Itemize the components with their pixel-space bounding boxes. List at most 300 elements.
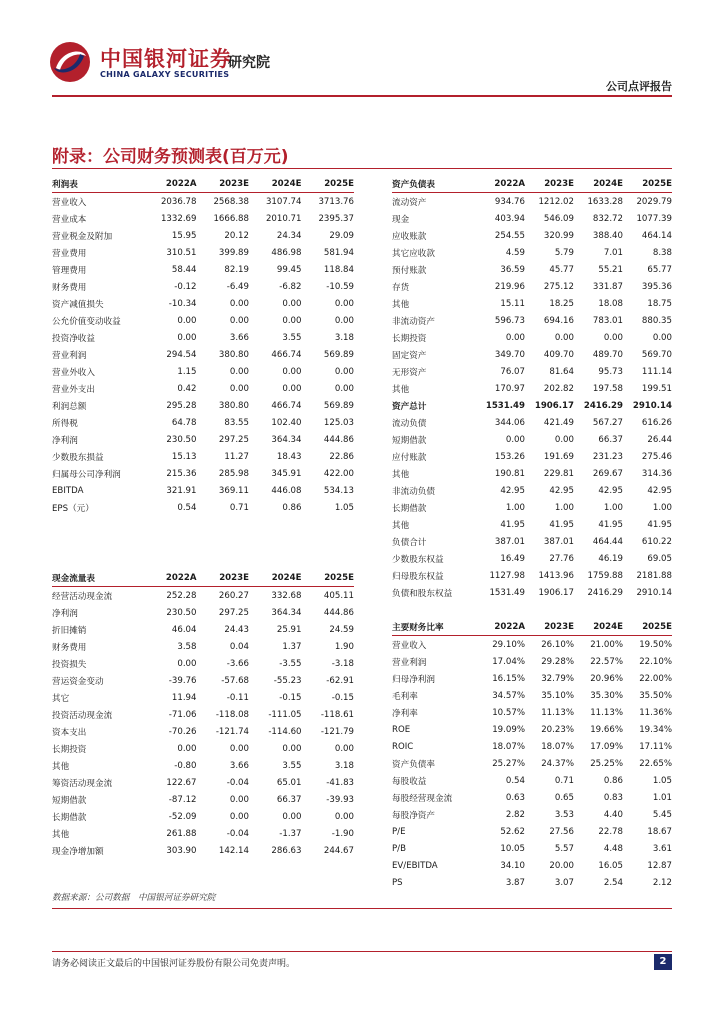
cell-value: 16.05 [598, 860, 623, 871]
table-row [392, 465, 672, 482]
row-label: ROIC [392, 741, 414, 752]
cell-value: 16.49 [500, 553, 525, 564]
cell-value: 142.14 [218, 845, 249, 856]
cell-value: -114.60 [268, 726, 302, 737]
page-title: 附录：公司财务预测表(百万元) [52, 147, 289, 167]
table-header-row [392, 175, 672, 193]
cell-value: 202.82 [543, 383, 574, 394]
table-row [392, 772, 672, 789]
row-label: 非流动资产 [392, 316, 435, 327]
table-row [52, 499, 354, 516]
table-row [392, 448, 672, 465]
cell-value: 29.10% [492, 639, 525, 650]
cell-value: 190.81 [494, 468, 525, 479]
cell-value: 231.23 [592, 451, 623, 462]
cell-value: 5.57 [554, 843, 574, 854]
cell-value: 464.14 [641, 230, 672, 241]
table-row [392, 687, 672, 704]
cell-value: 5.45 [652, 809, 672, 820]
cell-value: 0.00 [177, 743, 197, 754]
cell-value: -3.55 [279, 658, 302, 669]
table-row [392, 755, 672, 772]
row-label: 资产减值损失 [52, 299, 104, 310]
cell-value: 191.69 [543, 451, 574, 462]
table-row [52, 244, 354, 261]
column-header: 2024E [574, 175, 623, 193]
cell-value: 534.13 [323, 485, 354, 496]
cell-value: 64.78 [171, 417, 197, 428]
cell-value: 0.00 [505, 332, 525, 343]
cell-value: 610.22 [641, 536, 672, 547]
cell-value: 3.87 [505, 877, 525, 888]
cell-value: 11.27 [224, 451, 249, 462]
table-row [52, 808, 354, 825]
cell-value: 0.00 [177, 658, 197, 669]
row-label: EBITDA [52, 485, 84, 496]
table-row [392, 380, 672, 397]
cell-value: 395.36 [641, 281, 672, 292]
cell-value: 321.91 [166, 485, 197, 496]
row-label: 预付账款 [392, 265, 427, 276]
cell-value: 15.13 [171, 451, 197, 462]
column-header: 2022A [476, 618, 525, 636]
cell-value: 0.63 [505, 792, 525, 803]
row-label: 长期投资 [52, 744, 87, 755]
cell-value: 0.00 [334, 811, 354, 822]
column-header: 2023E [197, 175, 250, 193]
cell-value: 297.25 [218, 607, 249, 618]
cell-value: 2181.88 [636, 570, 672, 581]
row-label: 净利润 [52, 435, 78, 446]
table-row [392, 874, 672, 891]
column-header: 2023E [197, 569, 250, 587]
cell-value: 2910.14 [632, 400, 672, 411]
cell-value: 832.72 [592, 213, 623, 224]
cell-value: 380.80 [218, 400, 249, 411]
table-row [52, 431, 354, 448]
column-header: 2022A [144, 175, 197, 193]
cell-value: 18.75 [647, 298, 672, 309]
cell-value: 34.57% [492, 690, 525, 701]
table-row [392, 414, 672, 431]
table-row [52, 414, 354, 431]
table-row [392, 329, 672, 346]
row-label: 利润总额 [52, 401, 87, 412]
cell-value: 1077.39 [636, 213, 672, 224]
table-row [392, 397, 672, 414]
cell-value: -111.05 [268, 709, 302, 720]
table-title: 利润表 [52, 175, 144, 193]
cell-value: 0.00 [229, 743, 249, 754]
row-label: 每股收益 [392, 776, 427, 787]
row-label: 资产总计 [392, 401, 427, 412]
table-row [392, 278, 672, 295]
cell-value: 0.83 [603, 792, 623, 803]
row-label: 其他 [392, 520, 410, 531]
column-header: 2022A [476, 175, 525, 193]
cell-value: 546.09 [543, 213, 574, 224]
cell-value: 20.96% [590, 673, 623, 684]
table-header-row [392, 618, 672, 636]
table-row [52, 448, 354, 465]
column-header: 2024E [574, 618, 623, 636]
cell-value: -0.15 [331, 692, 354, 703]
cell-value: 294.54 [166, 349, 197, 360]
cell-value: 230.50 [166, 434, 197, 445]
cell-value: 0.00 [229, 298, 249, 309]
cell-value: 4.59 [505, 247, 525, 258]
cell-value: 42.95 [549, 485, 574, 496]
cell-value: 3.66 [229, 332, 249, 343]
cell-value: 422.00 [323, 468, 354, 479]
cell-value: 19.66% [590, 724, 623, 735]
cell-value: 197.58 [592, 383, 623, 394]
cell-value: -0.04 [226, 828, 249, 839]
row-label: PS [392, 877, 403, 888]
table-row [52, 825, 354, 842]
row-label: 其他 [392, 384, 410, 395]
cell-value: -0.12 [174, 281, 197, 292]
cell-value: 409.70 [543, 349, 574, 360]
cell-value: 41.95 [647, 519, 672, 530]
cell-value: 99.45 [276, 264, 302, 275]
row-label: 投资损失 [52, 659, 87, 670]
cell-value: -1.37 [279, 828, 302, 839]
cell-value: 26.44 [647, 434, 672, 445]
column-header: 2025E [302, 569, 355, 587]
row-label: 资本支出 [52, 727, 87, 738]
cell-value: 26.10% [541, 639, 574, 650]
cell-value: 269.67 [592, 468, 623, 479]
cell-value: 1633.28 [587, 196, 623, 207]
row-label: 营业外收入 [52, 367, 95, 378]
cell-value: 20.12 [224, 230, 249, 241]
cell-value: 3.18 [334, 760, 354, 771]
cell-value: 0.00 [177, 315, 197, 326]
page-number: 2 [654, 954, 672, 970]
cell-value: 46.04 [171, 624, 197, 635]
row-label: P/E [392, 826, 406, 837]
cell-value: 66.37 [276, 794, 302, 805]
cell-value: 486.98 [271, 247, 302, 258]
table-row [52, 193, 354, 211]
header-divider [52, 95, 672, 97]
cell-value: 314.36 [641, 468, 672, 479]
cell-value: 0.54 [505, 775, 525, 786]
cell-value: 0.00 [554, 332, 574, 343]
table-row [392, 653, 672, 670]
cell-value: 3.07 [554, 877, 574, 888]
cell-value: 0.00 [334, 315, 354, 326]
table-row [392, 244, 672, 261]
table-row [52, 278, 354, 295]
row-label: 营业收入 [52, 197, 87, 208]
column-header: 2023E [525, 175, 574, 193]
table-row [52, 587, 354, 605]
row-label: 归母净利润 [392, 674, 435, 685]
cell-value: 20.00 [549, 860, 574, 871]
cell-value: 464.44 [592, 536, 623, 547]
table-row [52, 210, 354, 227]
cell-value: 364.34 [271, 607, 302, 618]
cell-value: 199.51 [641, 383, 672, 394]
cell-value: 22.57% [590, 656, 623, 667]
cell-value: 0.00 [229, 366, 249, 377]
cell-value: 3.53 [554, 809, 574, 820]
table-row [52, 723, 354, 740]
cell-value: 275.46 [641, 451, 672, 462]
cell-value: 66.37 [598, 434, 623, 445]
report-type: 公司点评报告 [606, 80, 672, 93]
cell-value: 466.74 [271, 349, 302, 360]
cell-value: -121.74 [215, 726, 249, 737]
cell-value: 1.15 [177, 366, 197, 377]
table-row [392, 516, 672, 533]
cell-value: 18.07% [492, 741, 525, 752]
cell-value: 11.36% [639, 707, 672, 718]
cell-value: 1.90 [334, 641, 354, 652]
cell-value: 229.81 [543, 468, 574, 479]
cell-value: 0.00 [652, 332, 672, 343]
cell-value: 0.04 [229, 641, 249, 652]
row-label: 其它 [52, 693, 70, 704]
cell-value: 65.77 [647, 264, 672, 275]
cell-value: 52.62 [500, 826, 525, 837]
row-label: 营业利润 [52, 350, 87, 361]
cell-value: 42.95 [500, 485, 525, 496]
cell-value: 1.00 [554, 502, 574, 513]
cell-value: 275.12 [543, 281, 574, 292]
cell-value: 0.54 [177, 502, 197, 513]
table-title: 现金流量表 [52, 569, 144, 587]
cell-value: 2010.71 [265, 213, 302, 224]
cell-value: 55.21 [598, 264, 623, 275]
cell-value: 3.55 [282, 332, 302, 343]
table-row [52, 842, 354, 859]
column-header: 2025E [623, 175, 672, 193]
cell-value: 76.07 [500, 366, 525, 377]
row-label: 短期借款 [52, 795, 87, 806]
brand-department: 研究院 [228, 55, 270, 71]
cell-value: 3.58 [177, 641, 197, 652]
cell-value: 2910.14 [636, 587, 672, 598]
cell-value: 111.14 [641, 366, 672, 377]
cell-value: 569.89 [323, 400, 354, 411]
cell-value: 0.00 [282, 366, 302, 377]
table-row [52, 346, 354, 363]
cell-value: 1.37 [282, 641, 302, 652]
cell-value: 19.09% [492, 724, 525, 735]
row-label: P/B [392, 843, 406, 854]
cell-value: 2.54 [603, 877, 623, 888]
table-row [52, 706, 354, 723]
row-label: 现金 [392, 214, 410, 225]
table-row [392, 823, 672, 840]
cell-value: 25.25% [590, 758, 623, 769]
cell-value: 25.91 [276, 624, 302, 635]
cell-value: 29.09 [329, 230, 354, 241]
cell-value: 2036.78 [160, 196, 197, 207]
table-row [392, 721, 672, 738]
row-label: 少数股东权益 [392, 554, 444, 565]
cell-value: 297.25 [218, 434, 249, 445]
cell-value: 0.86 [282, 502, 302, 513]
cell-value: 489.70 [592, 349, 623, 360]
row-label: 营业收入 [392, 640, 427, 651]
cell-value: 22.65% [639, 758, 672, 769]
cell-value: 0.00 [282, 743, 302, 754]
table-row [52, 774, 354, 791]
table-title: 主要财务比率 [392, 618, 476, 636]
cell-value: 2416.29 [583, 400, 623, 411]
cell-value: -10.34 [168, 298, 197, 309]
cell-value: 569.89 [323, 349, 354, 360]
table-row [392, 584, 672, 601]
cell-value: 2029.79 [636, 196, 672, 207]
table-row [52, 397, 354, 414]
row-label: 投资净收益 [52, 333, 95, 344]
cell-value: 16.15% [492, 673, 525, 684]
cell-value: 3.61 [652, 843, 672, 854]
cell-value: 22.86 [329, 451, 354, 462]
table-row [52, 380, 354, 397]
cell-value: -10.59 [326, 281, 354, 292]
cell-value: 27.76 [549, 553, 574, 564]
row-label: 投资活动现金流 [52, 710, 113, 721]
financial-ratio-table [392, 618, 672, 891]
cell-value: 2568.38 [213, 196, 249, 207]
cell-value: 4.40 [603, 809, 623, 820]
table-row [52, 312, 354, 329]
row-label: 营业利润 [392, 657, 427, 668]
column-header: 2024E [249, 569, 302, 587]
cell-value: 17.04% [492, 656, 525, 667]
cell-value: 65.01 [276, 777, 302, 788]
cell-value: 332.68 [271, 590, 302, 601]
row-label: 净利率 [392, 708, 418, 719]
row-label: 管理费用 [52, 265, 87, 276]
cell-value: 122.67 [166, 777, 197, 788]
footer-divider [52, 951, 672, 952]
cell-value: 616.26 [641, 417, 672, 428]
cell-value: 3.18 [334, 332, 354, 343]
cell-value: 1666.88 [213, 213, 249, 224]
cell-value: 35.30% [590, 690, 623, 701]
cell-value: 0.00 [554, 434, 574, 445]
cell-value: -3.18 [331, 658, 354, 669]
cell-value: 405.11 [323, 590, 354, 601]
cell-value: 18.25 [549, 298, 574, 309]
row-label: 流动资产 [392, 197, 427, 208]
cell-value: 219.96 [494, 281, 525, 292]
row-label: 长期借款 [52, 812, 87, 823]
row-label: 营业成本 [52, 214, 87, 225]
cell-value: 35.10% [541, 690, 574, 701]
table-row [52, 740, 354, 757]
table-row [392, 193, 672, 211]
cell-value: 45.77 [549, 264, 574, 275]
table-row [392, 533, 672, 550]
column-header: 2024E [249, 175, 302, 193]
cell-value: 12.87 [647, 860, 672, 871]
cell-value: 41.95 [549, 519, 574, 530]
cell-value: 18.07% [541, 741, 574, 752]
cell-value: 22.78 [598, 826, 623, 837]
cell-value: 8.38 [652, 247, 672, 258]
cell-value: 0.00 [282, 383, 302, 394]
cell-value: 10.05 [500, 843, 525, 854]
row-label: 无形资产 [392, 367, 427, 378]
cell-value: 349.70 [494, 349, 525, 360]
cell-value: -6.82 [279, 281, 302, 292]
cell-value: -41.83 [326, 777, 354, 788]
row-label: 现金净增加额 [52, 846, 104, 857]
row-label: 负债和股东权益 [392, 588, 453, 599]
cell-value: -57.68 [221, 675, 249, 686]
table-row [52, 261, 354, 278]
row-label: 财务费用 [52, 282, 87, 293]
table-row [392, 499, 672, 516]
cell-value: 331.87 [592, 281, 623, 292]
cell-value: 1.01 [652, 792, 672, 803]
table-row [392, 857, 672, 874]
cell-value: 0.00 [282, 811, 302, 822]
brand-name-cn: 中国银河证券 [100, 47, 232, 71]
row-label: 负债合计 [392, 537, 427, 548]
table-row [52, 757, 354, 774]
income-statement-table [52, 175, 354, 516]
row-label: EPS（元） [52, 503, 94, 514]
cell-value: 24.43 [224, 624, 249, 635]
cell-value: 15.95 [171, 230, 197, 241]
cell-value: 260.27 [218, 590, 249, 601]
row-label: 营业税金及附加 [52, 231, 113, 242]
row-label: 每股净资产 [392, 810, 435, 821]
row-label: 短期借款 [392, 435, 427, 446]
cell-value: -55.23 [273, 675, 302, 686]
cell-value: 41.95 [598, 519, 623, 530]
table-row [392, 227, 672, 244]
cell-value: 170.97 [494, 383, 525, 394]
cell-value: 444.86 [323, 607, 354, 618]
cell-value: 1906.17 [534, 400, 574, 411]
row-label: 财务费用 [52, 642, 87, 653]
cell-value: 34.10 [500, 860, 525, 871]
cell-value: 81.64 [549, 366, 574, 377]
cell-value: 11.13% [590, 707, 623, 718]
cell-value: 7.01 [603, 247, 623, 258]
row-label: 净利润 [52, 608, 78, 619]
cell-value: 285.98 [218, 468, 249, 479]
cell-value: 399.89 [218, 247, 249, 258]
table-row [52, 227, 354, 244]
cell-value: 345.91 [271, 468, 302, 479]
cell-value: -87.12 [168, 794, 197, 805]
cell-value: 46.19 [598, 553, 623, 564]
cell-value: 125.03 [323, 417, 354, 428]
table-row [392, 806, 672, 823]
cell-value: -70.26 [168, 726, 197, 737]
row-label: 少数股东损益 [52, 452, 104, 463]
row-label: 固定资产 [392, 350, 427, 361]
cell-value: -6.49 [226, 281, 249, 292]
cell-value: 0.00 [505, 434, 525, 445]
cell-value: 2416.29 [587, 587, 623, 598]
cell-value: 0.00 [229, 315, 249, 326]
cell-value: 42.95 [598, 485, 623, 496]
cell-value: 1.05 [652, 775, 672, 786]
cell-value: 3107.74 [265, 196, 302, 207]
